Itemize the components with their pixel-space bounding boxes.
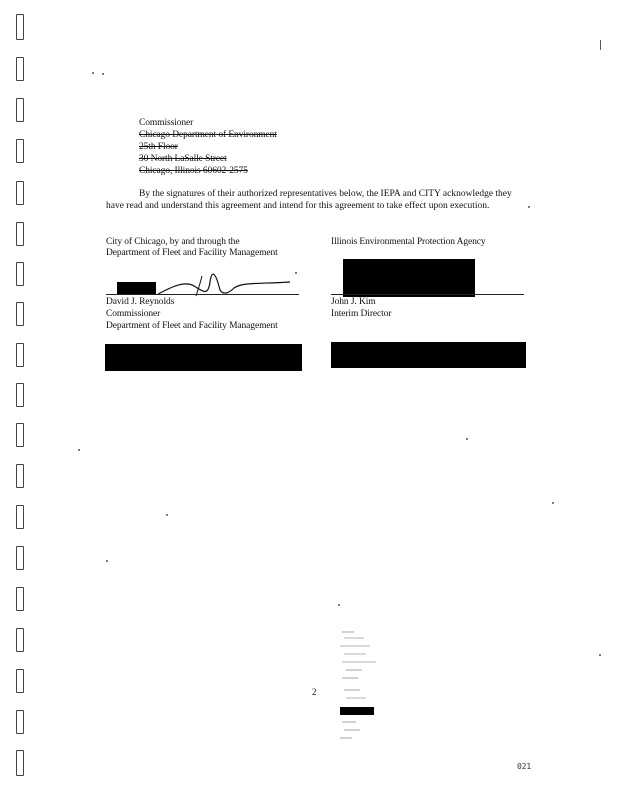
left-signer-title: Commissioner (106, 309, 161, 319)
scan-artifact-cluster (336, 626, 386, 746)
redaction-box (343, 259, 475, 297)
left-signer-name: David J. Reynolds (106, 297, 175, 307)
right-party-heading: Illinois Environmental Protection Agency (331, 237, 486, 247)
left-signature-line (106, 294, 299, 295)
address-line-title: Commissioner (139, 118, 194, 128)
left-signer-department: Department of Fleet and Facility Management (106, 321, 278, 331)
left-party-heading-line1: City of Chicago, by and through the (106, 237, 240, 247)
right-signer-name: John J. Kim (331, 297, 376, 307)
address-line-city: Chicago, Illinois 60602-2575 (139, 166, 248, 176)
right-signer-title: Interim Director (331, 309, 392, 319)
redaction-box (340, 707, 374, 715)
redaction-box (331, 342, 526, 368)
address-line-department: Chicago Department of Environment (139, 130, 277, 140)
page-number: 2 (312, 687, 317, 697)
address-line-street: 30 North LaSalle Street (139, 154, 227, 164)
footer-code: 021 (517, 762, 532, 771)
right-signature-line (331, 294, 524, 295)
left-party-heading-line2: Department of Fleet and Facility Management (106, 248, 278, 258)
redaction-box (105, 344, 302, 371)
address-line-floor: 25th Floor (139, 142, 178, 152)
acknowledgment-paragraph: By the signatures of their authorized representatives below, the IEPA and CITY acknowledge they have read and understand this agreement and intend for this agreement to take effect upon execution. (106, 189, 512, 211)
